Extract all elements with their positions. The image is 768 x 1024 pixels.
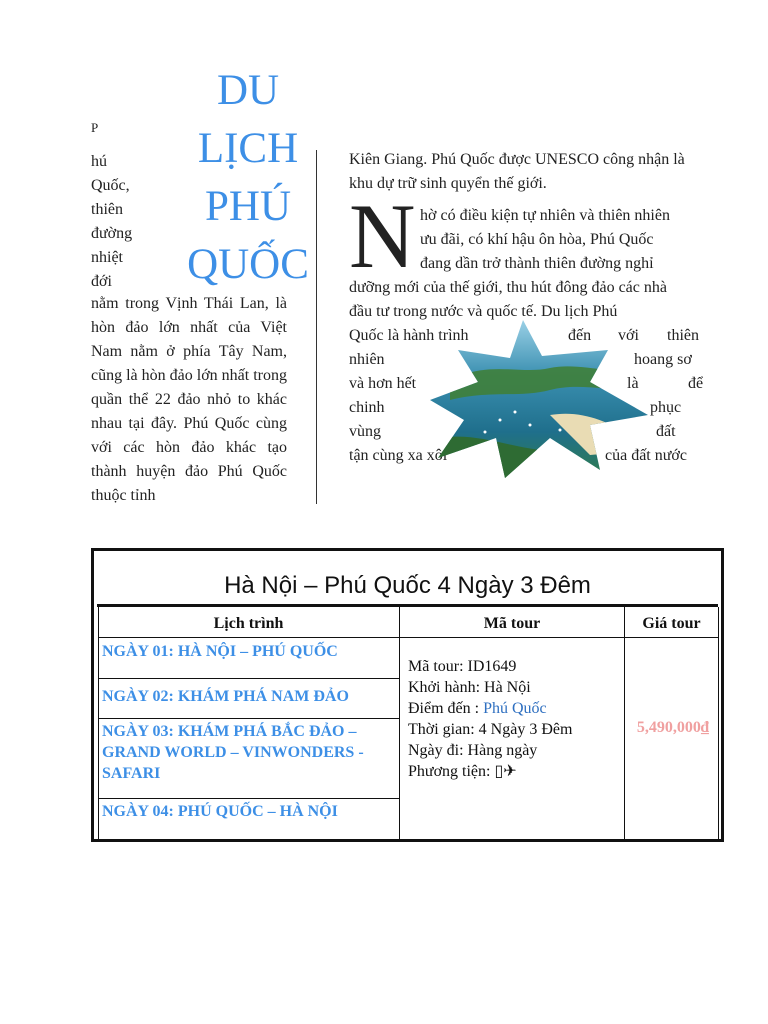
col2-word: với bbox=[618, 327, 639, 344]
dropcap-letter: P bbox=[91, 120, 99, 135]
col2-word: đất bbox=[656, 423, 676, 440]
row-separator bbox=[98, 678, 400, 679]
narrow-line: hú bbox=[91, 153, 107, 170]
destination-link[interactable]: Phú Quốc bbox=[483, 700, 547, 717]
tour-destination bbox=[408, 698, 572, 719]
row-separator bbox=[98, 718, 400, 719]
title-line-3: PHÚ bbox=[204, 183, 292, 230]
col2-word: phục bbox=[650, 399, 682, 416]
itinerary-day-4[interactable]: NGÀY 04: PHÚ QUỐC – HÀ NỘI bbox=[102, 803, 338, 820]
tour-table bbox=[91, 548, 724, 842]
col2-word: thiên bbox=[667, 327, 699, 344]
column-separator bbox=[399, 607, 400, 842]
col2-word: nhiên bbox=[349, 351, 385, 368]
title-line-2: LỊCH bbox=[197, 125, 299, 172]
tour-departure: Khởi hành: Hà Nội bbox=[408, 679, 531, 696]
col2-line: hờ có điều kiện tự nhiên và thiên nhiên bbox=[420, 207, 670, 224]
col2-word: của đất nước bbox=[605, 447, 687, 464]
narrow-line: Quốc, bbox=[91, 177, 130, 194]
dropcap-letter-n: N bbox=[349, 185, 416, 287]
col2-word: và hơn hết bbox=[349, 375, 417, 392]
col2-line: ưu đãi, có khí hậu ôn hòa, Phú Quốc bbox=[420, 231, 654, 248]
page-title bbox=[180, 62, 316, 294]
column-header-tour-code: Mã tour bbox=[483, 615, 541, 632]
destination-label: Điểm đến : bbox=[408, 700, 484, 717]
col2-line: đầu tư trong nước và quốc tế. Du lịch Phú bbox=[349, 303, 618, 320]
tour-info bbox=[408, 656, 572, 782]
narrow-line: nhiệt bbox=[91, 249, 123, 266]
row-separator bbox=[98, 798, 400, 799]
col2-line: Quốc là hành trình bbox=[349, 327, 469, 344]
article-column-1: nằm trong Vịnh Thái Lan, là hòn đảo lớn nhất của Việt Nam nằm ở phía Tây Nam, cũng là hòn đảo lớn nhất trong quần thể 22 đảo nhỏ to khác nhau tại đây. Phú Quốc cùng với các hòn đảo khác tạo thành huyện đảo Phú Quốc thuộc tỉnh bbox=[91, 295, 287, 504]
article-narrow-lines bbox=[91, 150, 151, 294]
narrow-line: thiên bbox=[91, 201, 123, 218]
tour-duration: Thời gian: 4 Ngày 3 Đêm bbox=[408, 721, 573, 738]
narrow-line: đới bbox=[91, 273, 112, 290]
title-line-4: QUỐC bbox=[187, 241, 309, 288]
column-divider bbox=[316, 150, 317, 504]
col2-word: để bbox=[688, 375, 704, 392]
itinerary-day-2[interactable]: NGÀY 02: KHÁM PHÁ NAM ĐẢO bbox=[102, 688, 349, 705]
col2-word: chinh bbox=[349, 399, 385, 416]
currency-symbol: ₫ bbox=[700, 719, 710, 736]
title-line-1: DU bbox=[216, 67, 280, 114]
narrow-line: đường bbox=[91, 225, 133, 242]
tour-code: Mã tour: ID1649 bbox=[408, 658, 517, 675]
col2-word: là bbox=[627, 375, 639, 392]
col2-word: tận cùng xa xôi bbox=[349, 447, 448, 464]
tour-schedule: Ngày đi: Hàng ngày bbox=[408, 742, 538, 759]
column-header-price: Giá tour bbox=[642, 615, 701, 632]
col2-word: đến bbox=[568, 327, 592, 344]
tour-price bbox=[626, 719, 720, 737]
tour-table-heading: Hà Nội – Phú Quốc 4 Ngày 3 Đêm bbox=[97, 554, 718, 607]
itinerary-day-3[interactable]: NGÀY 03: KHÁM PHÁ BẮC ĐẢO – GRAND WORLD – VINWONDERS - SAFARI bbox=[102, 723, 364, 782]
col2-word: vùng bbox=[349, 423, 381, 440]
col2-line: đang dần trở thành thiên đường nghỉ bbox=[420, 255, 654, 272]
col2-line: dưỡng mới của thế giới, thu hút đông đảo các nhà bbox=[349, 279, 667, 296]
island-photo-star bbox=[430, 320, 648, 480]
article-column-2-intro: Kiên Giang. Phú Quốc được UNESCO công nhận là khu dự trữ sinh quyển thế giới. bbox=[349, 151, 685, 192]
itinerary-day-1[interactable]: NGÀY 01: HÀ NỘI – PHÚ QUỐC bbox=[102, 643, 338, 660]
tour-transport: Phương tiện: ▯✈ bbox=[408, 763, 517, 780]
column-separator bbox=[98, 607, 99, 842]
row-separator bbox=[98, 637, 719, 638]
price-value: 5,490,000 bbox=[636, 719, 701, 736]
column-header-schedule: Lịch trình bbox=[213, 615, 284, 632]
column-separator bbox=[624, 607, 625, 842]
col2-word: hoang sơ bbox=[634, 351, 692, 368]
